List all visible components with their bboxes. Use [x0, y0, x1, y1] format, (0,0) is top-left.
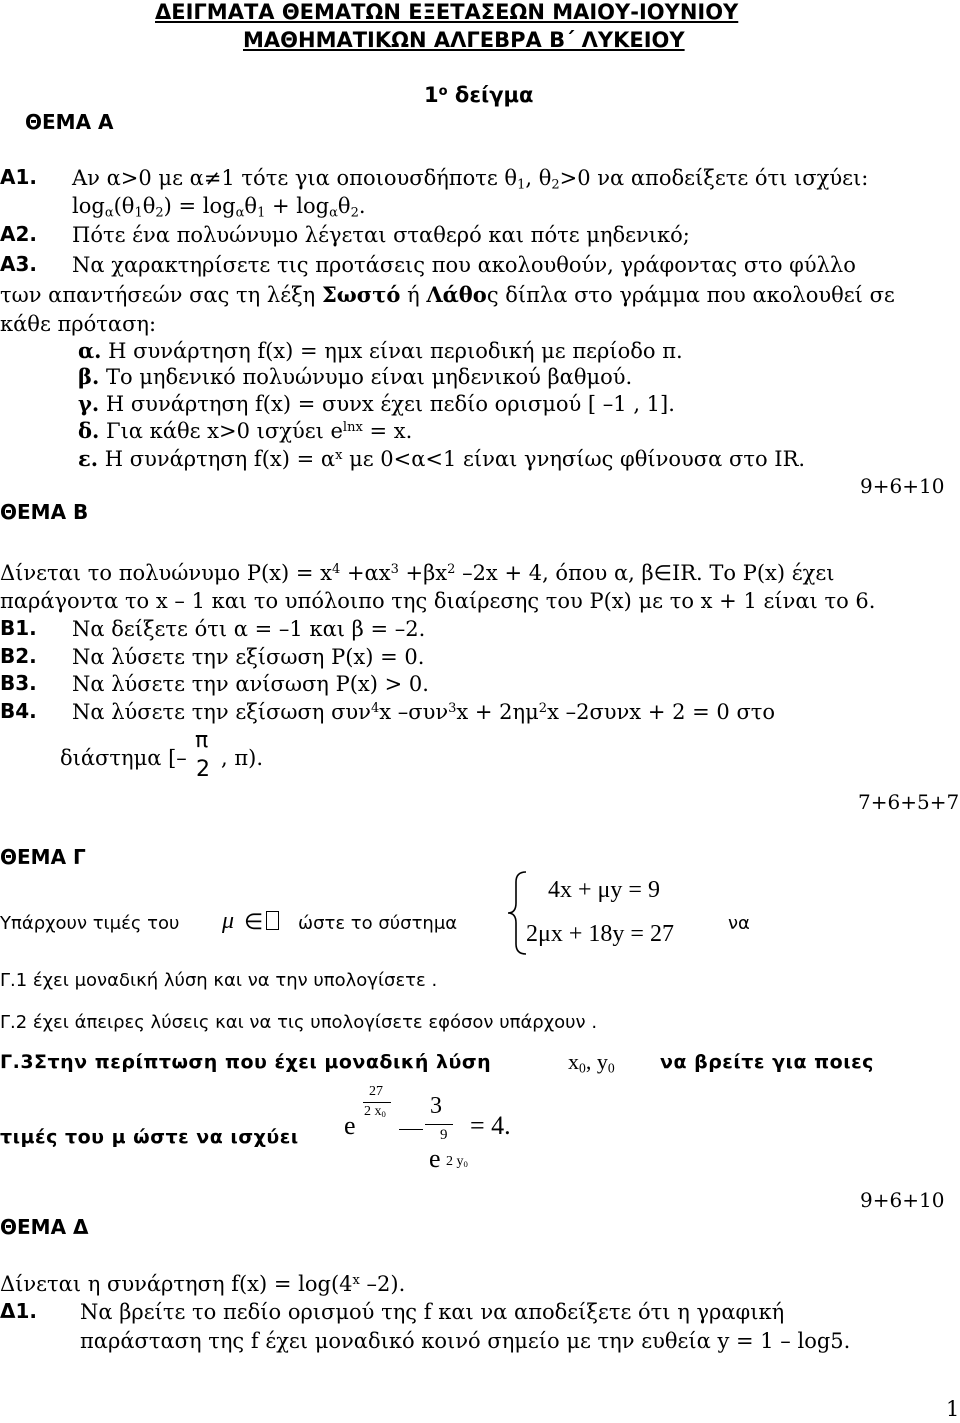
expr-e-bottom: e: [429, 1144, 441, 1173]
expr-minus-line: [399, 1129, 423, 1130]
expr-top-exp-bar: [363, 1102, 391, 1103]
theme-d-title: ΘΕΜΑ Δ: [0, 1215, 89, 1239]
b1-label: Β1.: [0, 616, 37, 640]
theme-c-score: 9+6+10: [860, 1188, 945, 1212]
b-intro-1: Δίνεται το πολυώνυμο $P(x) = x^4 +\alpha x^3 +\beta x^2$ –2x + 4, όπου α, β∈IR. Το P(x) έχει: [0, 561, 835, 585]
b4-interval-num: π: [195, 728, 209, 753]
b4-interval-den: 2: [196, 757, 210, 782]
a3-item-c: γ. Η συνάρτηση f(x) = συνx έχει πεδίο ορισμού [ –1 , 1].: [78, 391, 675, 416]
a3-label: Α3.: [0, 252, 37, 276]
a3-item-e: ε. Η συνάρτηση $f(x) = \alpha^x$ με 0<α<1 είναι γνησίως φθίνουσα στο IR.: [78, 446, 806, 471]
c-exist-text: Υπάρχουν τιμές του: [0, 913, 180, 934]
d1-label: Δ1.: [0, 1299, 37, 1323]
b3-text: Να λύσετε την ανίσωση P(x) > 0.: [72, 672, 429, 696]
d1-text-2: παράσταση της f έχει μοναδικό κοινό σημείο με την ευθεία y = 1 – log5.: [80, 1329, 851, 1353]
theme-a-score: 9+6+10: [860, 474, 945, 498]
a2-label: Α2.: [0, 222, 37, 246]
a3-text-1: Να χαρακτηρίσετε τις προτάσεις που ακολουθούν, γράφοντας στο φύλλο: [72, 253, 856, 277]
a1-formula: $\log_\alpha(\theta_1\theta_2) = \log_\alpha\theta_1 + \log_\alpha\theta_2$.: [72, 194, 366, 221]
b2-text: Να λύσετε την εξίσωση P(x) = 0.: [72, 645, 425, 669]
a3-text-3: κάθε πρόταση:: [0, 312, 157, 336]
a1-text: Αν α>0 με α≠1 τότε για οποιουσδήποτε $\theta_1$, $\theta_2>0$ να αποδείξετε ότι ισχύει:: [72, 166, 869, 193]
header-line-1: ΔΕΙΓΜΑΤΑ ΘΕΜΑΤΩΝ ΕΞΕΤΑΣΕΩΝ ΜΑΙΟΥ-ΙΟΥΝΙΟΥ: [155, 0, 739, 24]
c-na-text: να: [728, 913, 750, 934]
b4-interval-right: , π).: [221, 746, 264, 770]
a3-item-d: δ. Για κάθε x>0 ισχύει $e^{lnx} = x$.: [78, 418, 413, 443]
b-intro-2: παράγοντα το x – 1 και το υπόλοιπο της διαίρεσης του P(x) με το x + 1 είναι το 6.: [0, 589, 876, 613]
d1-text-1: Να βρείτε το πεδίο ορισμού της f και να αποδείξετε ότι η γραφική: [80, 1300, 785, 1324]
expr-top-exp-num: 27: [369, 1084, 383, 1099]
expr-e-top: e: [344, 1111, 356, 1140]
a2-text: Πότε ένα πολυώνυμο λέγεται σταθερό και πότε μηδενικό;: [72, 223, 690, 247]
expr-bottom-exp: 2 $y_0$: [446, 1154, 468, 1170]
system-eq-1: 4x + μy = 9: [548, 877, 660, 903]
theme-b-score: 7+6+5+7: [858, 790, 960, 814]
expr-rhs: = 4.: [470, 1111, 511, 1140]
c3-variables: $x_0$, $y_0$: [568, 1049, 615, 1076]
c1-text: Γ.1 έχει μοναδική λύση και να την υπολογίσετε .: [0, 970, 438, 991]
b4-text: Να λύσετε την εξίσωση συν$^4$x $-\sigma\upsilon\nu^3x + 2\eta\mu^2x$ –2συνx + 2 = 0 στο: [72, 700, 776, 724]
missing-glyph-box-icon: [266, 911, 279, 930]
a3-item-a: α. Η συνάρτηση f(x) = ημx είναι περιοδική με περίοδο π.: [78, 338, 683, 363]
system-eq-2: 2μx + 18y = 27: [526, 921, 674, 947]
sample-title: $1^o$ δείγμα: [424, 83, 534, 107]
expr-top-exp-den: 2 $x_0$: [364, 1104, 386, 1120]
a3-text-2: των απαντήσεών σας τη λέξη Σωστό ή Λάθος δίπλα στο γράμμα που ακολουθεί σε: [0, 282, 895, 307]
expr-mid-bar: [425, 1124, 453, 1125]
b2-label: Β2.: [0, 644, 37, 668]
c2-text: Γ.2 έχει άπειρες λύσεις και να τις υπολογίσετε εφόσον υπάρχουν .: [0, 1012, 598, 1033]
theme-b-title: ΘΕΜΑ Β: [0, 500, 89, 524]
b3-label: Β3.: [0, 671, 37, 695]
c3-text-2: να βρείτε για ποιες: [660, 1051, 874, 1073]
expr-mid-num: 3: [430, 1093, 442, 1119]
d-intro: Δίνεται η συνάρτηση $f(x) = \log(4^x$ –2).: [0, 1272, 406, 1296]
a1-label: Α1.: [0, 165, 37, 189]
c-in-symbol: ∈: [244, 909, 264, 934]
b1-text: Να δείξετε ότι α = –1 και β = –2.: [72, 617, 426, 641]
theme-a-title: ΘΕΜΑ Α: [25, 110, 114, 134]
expr-mid-den: 9: [440, 1127, 448, 1143]
c3-text-3: τιμές του μ ώστε να ισχύει: [0, 1126, 299, 1148]
header-line-2: ΜΑΘΗΜΑΤΙΚΩΝ ΑΛΓΕΒΡΑ Β΄ ΛΥΚΕΙΟΥ: [243, 28, 685, 52]
c3-text-1: Γ.3Στην περίπτωση που έχει μοναδική λύση: [0, 1051, 492, 1073]
b4-interval-left: διάστημα [–: [60, 746, 187, 770]
page-number: 1: [946, 1397, 960, 1421]
b4-label: Β4.: [0, 699, 37, 723]
c-system-text: ώστε το σύστημα: [298, 913, 458, 934]
theme-c-title: ΘΕΜΑ Γ: [0, 845, 86, 869]
c-mu-symbol: μ: [222, 908, 235, 934]
a3-item-b: β. Το μηδενικό πολυώνυμο είναι μηδενικού βαθμού.: [78, 364, 633, 389]
